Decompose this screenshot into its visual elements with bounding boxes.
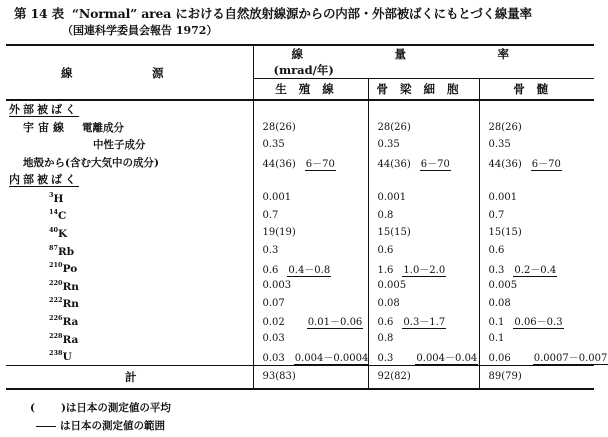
dose-value: 28(26) [377,121,411,133]
mass-number: 222 [49,296,63,305]
value-cell [479,259,594,277]
dose-value: 0.8 [377,333,394,345]
header-bone-marrow: 骨髄 [479,79,594,101]
total-label-cell [6,365,253,389]
range-value: 6－70 [531,159,561,171]
row-label-cell [6,259,253,277]
mass-number: 87 [49,243,59,252]
dose-value: 0.8 [377,209,394,221]
table-row [6,171,594,189]
dose-value: 0.7 [262,209,279,221]
range-value: 0.06－0.3 [514,317,563,329]
value-cell [368,171,479,189]
row-label-cell [6,189,253,207]
note-range [36,418,165,433]
value-cell [479,295,594,313]
dose-value: 0.001 [488,192,518,204]
total-value-cell [253,365,368,389]
table-row [6,242,594,260]
value-cell [479,136,594,154]
row-label-cell [6,119,253,137]
mass-number: 220 [49,278,63,287]
table-row [6,207,594,225]
nuclide-label [49,208,66,222]
value-cell [368,224,479,242]
dose-value: 0.6 [262,264,279,276]
row-label-cell [6,171,253,189]
value-cell [253,154,368,172]
value-cell [368,100,479,119]
dose-value: 0.7 [488,209,505,221]
value-cell [368,330,479,348]
value-cell [368,312,479,330]
dose-value: 44(36) [262,159,296,171]
dose-value: 0.6 [377,245,394,257]
total-label: 計 [125,369,137,384]
mass-number: 3 [49,190,54,199]
table-row [6,347,594,365]
value-cell [253,119,368,137]
value-cell [253,312,368,330]
dose-value: 0.6 [377,317,394,329]
row-label-cell [6,330,253,348]
row-label-cell [6,312,253,330]
table-row [6,224,594,242]
terrestrial-label: 地殻から(含む大気中の成分) [23,157,159,170]
value-cell [368,259,479,277]
total-value-cell [368,365,479,389]
header-bone-cell: 骨梁細胞 [368,79,479,101]
table-title-text: “Normal” area における自然放射線源からの内部・外部被ばくにもとづく線量率 [71,6,532,21]
row-label-cell [6,242,253,260]
element-symbol: Ra [62,333,79,346]
value-cell [253,207,368,225]
value-cell [368,154,479,172]
value-cell [479,330,594,348]
note-range-text: は日本の測定値の範囲 [60,420,165,432]
note-average [30,400,171,415]
mass-number: 228 [49,331,63,340]
value-cell [479,312,594,330]
dose-value: 0.3 [262,245,279,257]
dose-value: 44(36) [488,159,522,171]
value-cell [253,259,368,277]
value-cell [479,224,594,242]
total-row [6,365,594,389]
table-row [6,312,594,330]
dose-value: 0.005 [488,280,518,292]
table-number: 第 14 表 [14,6,64,21]
note-average-text: )は日本の測定値の平均 [60,402,171,414]
value-cell [479,242,594,260]
table-row [6,119,594,137]
dose-value: 0.35 [488,139,511,151]
row-label-cell [6,154,253,172]
mass-number: 14 [49,208,59,217]
value-cell [479,207,594,225]
element-symbol: Rn [62,280,79,293]
dose-value: 0.06 [488,352,511,364]
dose-rate-table [6,44,608,390]
range-value: 0.004－0.04 [416,352,478,364]
table-row [6,189,594,207]
value-cell [368,136,479,154]
dose-value: 0.6 [488,245,505,257]
value-cell [479,119,594,137]
dose-value: 0.1 [488,317,505,329]
value-cell [253,171,368,189]
underline-symbol [36,426,56,427]
value-cell [479,347,608,365]
header-gonad: 生殖線 [253,79,368,101]
table-row [6,259,594,277]
value-cell [479,100,594,119]
element-symbol: Po [62,263,78,276]
table-title [14,4,532,22]
value-cell [368,189,479,207]
dose-value: 0.3 [488,264,505,276]
header-dose-rate [253,45,594,79]
ionizing-component-label: 電離成分 [82,122,124,135]
range-value: 0.01－0.06 [307,317,363,329]
value-cell [253,330,368,348]
element-symbol: K [58,227,68,240]
range-value: 1.0－2.0 [403,264,446,276]
row-label-cell [6,295,253,313]
table-row [6,295,594,313]
nuclide-label [49,261,77,275]
nuclide-label [49,244,74,258]
value-cell [253,295,368,313]
range-value: 0.2－0.4 [514,264,557,276]
header-source: 線 源 [6,45,253,100]
dose-value: 0.001 [377,192,407,204]
value-cell [368,242,479,260]
dose-value: 0.35 [377,139,400,151]
element-symbol: U [62,351,72,364]
dose-value: 0.03 [262,333,285,345]
neutron-component-label: 中性子成分 [93,139,146,152]
table-row [6,330,594,348]
nuclide-label [49,332,78,346]
range-value: 0.3－1.7 [403,317,446,329]
table-body [6,100,608,389]
value-cell [368,277,479,295]
range-value: 0.4－0.8 [288,264,331,276]
nuclide-label [49,296,79,310]
range-value: 6－70 [305,159,335,171]
nuclide-label [49,191,63,205]
value-cell [368,347,479,365]
dose-value: 0.07 [262,297,285,309]
dose-value: 0.08 [488,297,511,309]
element-symbol: Ra [62,315,79,328]
row-label-cell [6,207,253,225]
header-unit: (mrad/年) [273,63,334,77]
table-source: （国連科学委員会報告 1972） [62,24,218,37]
element-symbol: C [58,210,67,223]
value-cell [479,171,594,189]
dose-value: 0.3 [377,352,394,364]
range-value: 0.0007－0.007 [533,352,608,364]
element-symbol: H [53,192,64,205]
value-cell [253,347,368,365]
range-value: 0.004－0.0004 [294,352,369,364]
value-cell [479,277,594,295]
dose-value: 0.02 [262,317,285,329]
dose-value: 0.003 [262,280,292,292]
cosmic-ray-label: 宇宙線 [23,121,68,135]
nuclide-label [49,226,67,240]
dose-value: 0.03 [262,352,285,364]
table-row [6,100,594,119]
header-dose-rate-label: 線 量 率 [291,47,549,61]
value-cell [253,100,368,119]
element-symbol: Rb [58,245,75,258]
dose-value: 15(15) [377,227,411,239]
mass-number: 40 [49,225,59,234]
mass-number: 238 [49,349,63,358]
row-label-cell [6,347,253,365]
value-cell [368,207,479,225]
value-cell [479,189,594,207]
nuclide-label [49,349,72,363]
note-paren-open: ( [30,402,35,414]
dose-value: 28(26) [262,121,296,133]
element-symbol: Rn [62,298,79,311]
table-row [6,277,594,295]
value-cell [368,119,479,137]
dose-value: 0.001 [262,192,292,204]
mass-number: 210 [49,261,63,270]
dose-value: 15(15) [488,227,522,239]
dose-value: 28(26) [488,121,522,133]
range-value: 6－70 [420,159,450,171]
row-label-cell [6,100,253,119]
section-label: 内部被ばく [9,173,79,187]
total-value: 92(82) [377,371,411,383]
dose-value: 19(19) [262,227,296,239]
dose-value: 0.08 [377,297,400,309]
row-label-cell [6,136,253,154]
nuclide-label [49,314,78,328]
table-row [6,154,594,172]
value-cell [253,189,368,207]
value-cell [253,224,368,242]
row-label-cell [6,224,253,242]
total-value: 89(79) [488,371,522,383]
total-value-cell [479,365,594,389]
dose-value: 1.6 [377,264,394,276]
total-value: 93(83) [262,371,296,383]
section-label: 外部被ばく [9,102,79,116]
value-cell [253,277,368,295]
value-cell [368,295,479,313]
value-cell [253,242,368,260]
mass-number: 226 [49,313,63,322]
value-cell [479,154,594,172]
dose-value: 0.005 [377,280,407,292]
table-row [6,136,594,154]
dose-value: 44(36) [377,159,411,171]
nuclide-label [49,279,79,293]
dose-value: 0.1 [488,333,505,345]
value-cell [253,136,368,154]
row-label-cell [6,277,253,295]
dose-value: 0.35 [262,139,285,151]
